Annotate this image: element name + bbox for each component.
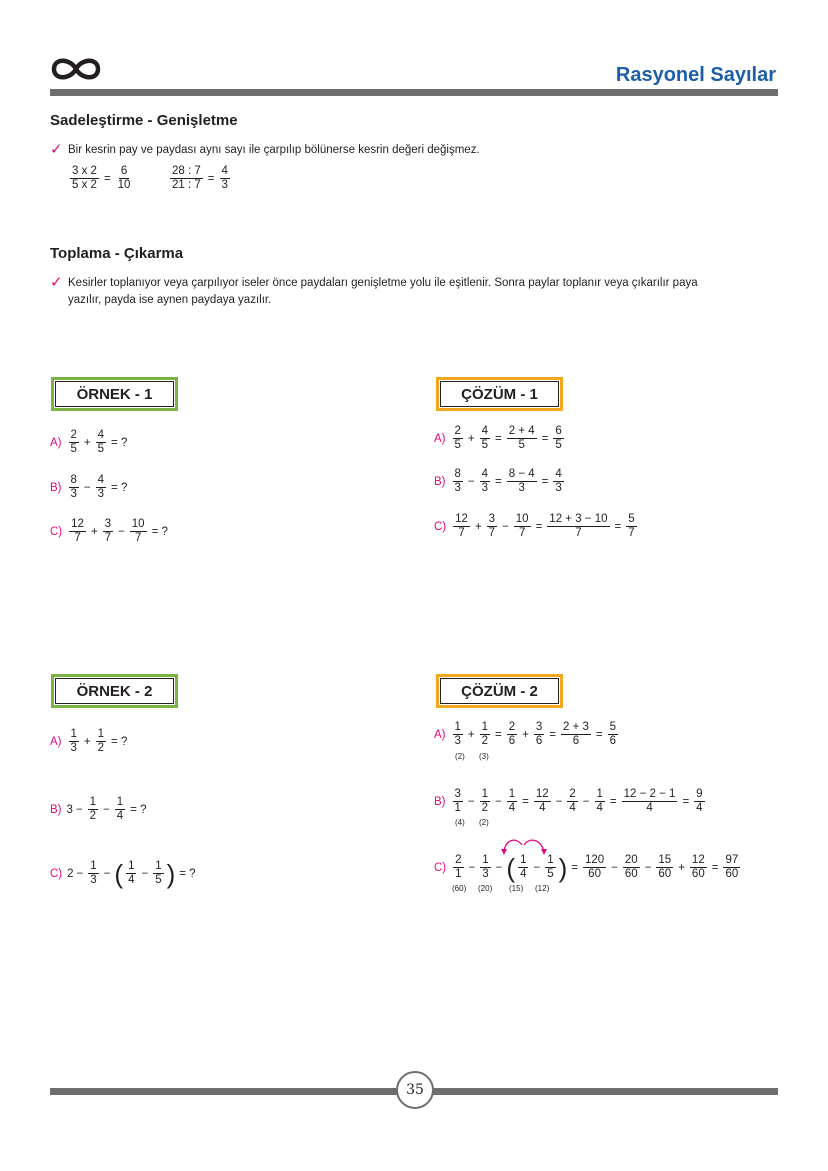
example-1-b: B) 8 3 − $\frac{4}{3}$ = ?	[50, 474, 128, 500]
section-heading-add-subtract: Toplama - Çıkarma	[50, 245, 184, 262]
solution-2-a: A) 1 3 + $\frac{1}{2}$ = $\frac{2}{6}$ + $\frac{3}{6}$ = $\frac{2 + 3}{6}$ = $\frac{5}{6}$	[434, 721, 617, 747]
simplify-example-1: $\frac{3 x 2}{5 x 2}$ = $\frac{6}{10}$	[72, 165, 131, 191]
solution-2-b: B) 3 1 − $\frac{1}{2}$ − $\frac{1}{4}$ = $\frac{12}{4}$ − $\frac{2}{4}$ − $\frac{1}{4}$ = $\frac{12 - 2 - 1}{4}$ = $\frac{9}{4}$	[434, 788, 703, 814]
multiplier-note: (20)	[478, 884, 493, 893]
header-divider	[50, 89, 778, 96]
example-1-box: ÖRNEK - 1	[51, 377, 178, 411]
page-title: Rasyonel Sayılar	[615, 64, 776, 86]
solution-2-box: ÇÖZÜM - 2	[436, 674, 563, 708]
multiplier-note: (2)	[479, 818, 489, 827]
example-2-a: A) 1 3 + $\frac{1}{2}$ = ?	[50, 728, 128, 754]
example-1-a: A) 2 5 + $\frac{4}{5}$ = ?	[50, 429, 128, 455]
check-icon: ✓	[50, 141, 63, 158]
simplify-example-2: $\frac{28 : 7}{21 : 7}$ = $\frac{4}{3}$	[172, 165, 228, 191]
multiplier-note: (15)	[509, 884, 524, 893]
example-1-c: C) 12 7 + $\frac{3}{7}$ − $\frac{10}{7}$ = ?	[50, 518, 168, 544]
page-number: 35	[396, 1071, 434, 1109]
rule-text: Bir kesrin pay ve paydası aynı sayı ile çarpılıp bölünerse kesrin değeri değişmez.	[68, 144, 480, 156]
solution-1-box: ÇÖZÜM - 1	[436, 377, 563, 411]
example-2-b: B) 3 − $\frac{1}{2}$ − $\frac{1}{4}$ = ?	[50, 796, 147, 822]
multiplier-note: (60)	[452, 884, 467, 893]
infinity-logo-icon	[50, 54, 102, 84]
check-icon: ✓	[50, 274, 63, 291]
multiplier-note: (12)	[535, 884, 550, 893]
example-2-box: ÖRNEK - 2	[51, 674, 178, 708]
rule-text-line-2: yazılır, payda ise aynen paydaya yazılır.	[68, 294, 272, 306]
solution-1-c: C) 12 7 + $\frac{3}{7}$ − $\frac{10}{7}$ = $\frac{12 + 3 - 10}{7}$ = $\frac{5}{7}$	[434, 513, 635, 539]
multiplier-note: (2)	[455, 752, 465, 761]
multiplier-note: (3)	[479, 752, 489, 761]
example-2-c: C) 2 − $\frac{1}{3}$ − ( 1 4 − $\frac{1}{5}$ ) = ?	[50, 858, 196, 889]
rule-text-line-1: Kesirler toplanıyor veya çarpılıyor iseler önce paydaları genişletme yolu ile eşitlenir. Sonra paylar toplanır veya çıkarılır paya	[68, 277, 698, 289]
solution-2-c: C) 2 1 − $\frac{1}{3}$ − ( 1 4 − $\frac{1}{5}$ ) = $\frac{120}{60}$ − $\frac{20}{60}$ − $\frac{15}{60}$ + $\frac{12}{60}$ = $\frac{97}{60}$	[434, 852, 739, 883]
solution-1-a: A) 2 5 + $\frac{4}{5}$ = $\frac{2 + 4}{5}$ = $\frac{6}{5}$	[434, 425, 562, 451]
multiplier-note: (4)	[455, 818, 465, 827]
solution-1-b: B) 8 3 − $\frac{4}{3}$ = $\frac{8 - 4}{3}$ = $\frac{4}{3}$	[434, 468, 562, 494]
section-heading-simplify: Sadeleştirme - Genişletme	[50, 112, 238, 129]
